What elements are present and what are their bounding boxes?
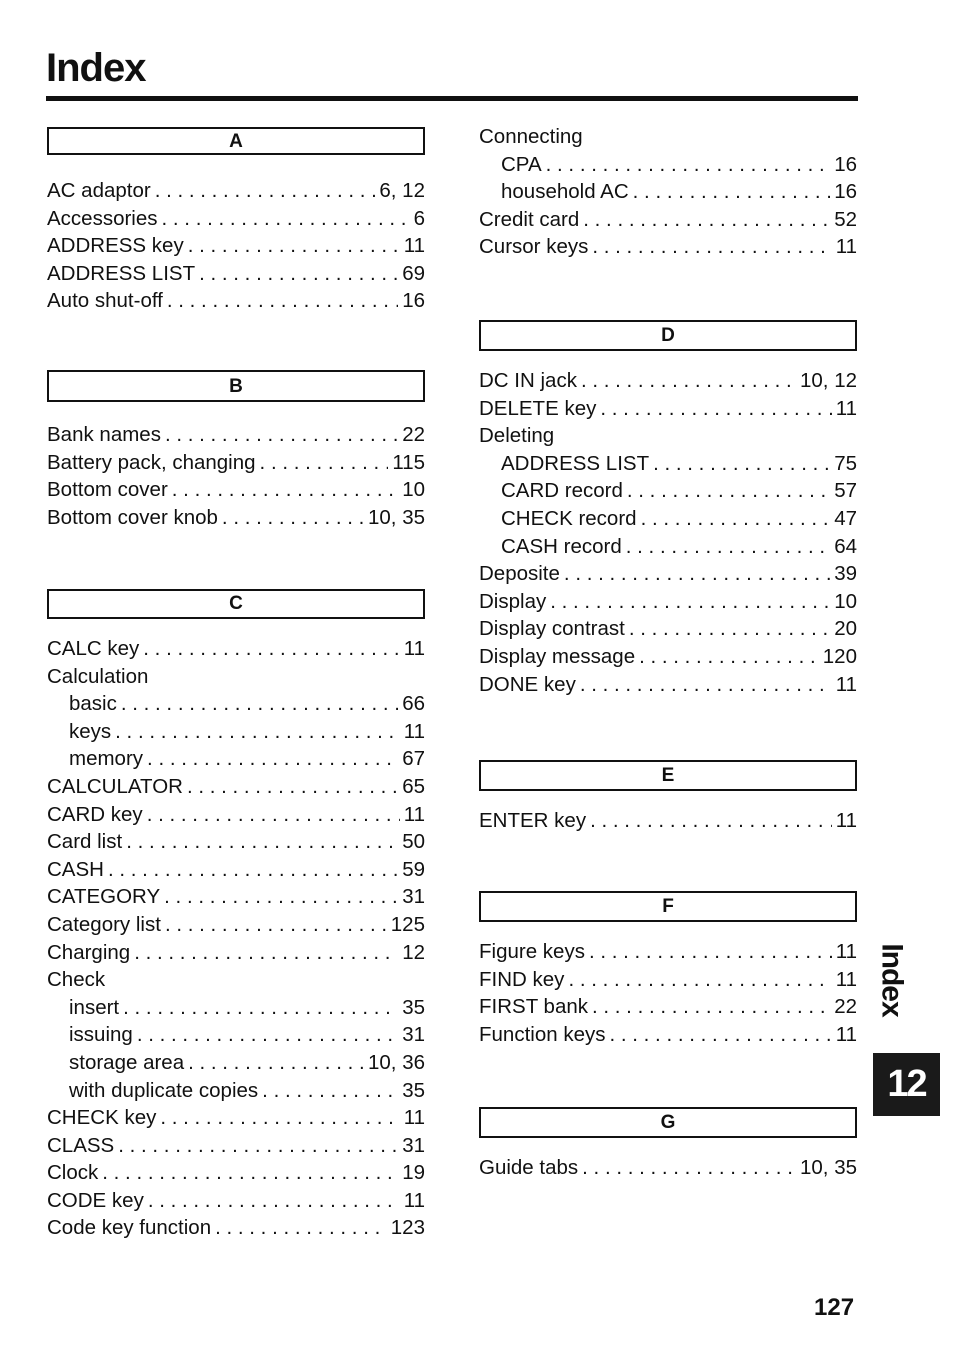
- index-entry: ADDRESS LIST . . . 69: [47, 260, 425, 288]
- title-rule: [46, 96, 858, 101]
- index-entry: Display message . . . 120: [479, 643, 857, 671]
- right-column: [479, 123, 857, 1182]
- index-entry: Auto shut-off . . . 16: [47, 287, 425, 315]
- index-entry: Function keys . . . 11: [479, 1021, 857, 1049]
- section-g-entries: [479, 1154, 857, 1182]
- side-section-label: Index: [876, 943, 910, 1017]
- index-entry: ADDRESS key . . . 11: [47, 232, 425, 260]
- index-entry: CATEGORY . . . 31: [47, 883, 425, 911]
- section-f-entries: [479, 938, 857, 1048]
- index-subentry: CARD record . . . 57: [479, 477, 857, 505]
- section-d: [479, 320, 857, 760]
- index-subentry: household AC . . . 16: [479, 178, 857, 206]
- index-entry: CODE key . . . 11: [47, 1187, 425, 1215]
- index-entry: Bottom cover . . . 10: [47, 476, 425, 504]
- index-entry: AC adaptor . . . 6, 12: [47, 177, 425, 205]
- index-entry: CHECK key . . . 11: [47, 1104, 425, 1132]
- section-e-entries: [479, 807, 857, 835]
- index-entry: Deleting: [479, 424, 555, 448]
- index-entry: CLASS . . . 31: [47, 1132, 425, 1160]
- index-entry: Credit card . . . 52: [479, 206, 857, 234]
- section-b-header: B: [47, 370, 425, 402]
- section-g-header: G: [479, 1107, 857, 1138]
- section-a: [47, 127, 425, 370]
- section-f: [479, 891, 857, 1107]
- section-f-header: F: [479, 891, 857, 922]
- index-subentry: keys . . . 11: [47, 718, 425, 746]
- index-entry: ENTER key . . . 11: [479, 807, 857, 835]
- section-c-header: C: [47, 589, 425, 619]
- section-a-header: A: [47, 127, 425, 155]
- index-entry: DC IN jack . . . 10, 12: [479, 367, 857, 395]
- index-entry: Bottom cover knob . . . 10, 35: [47, 504, 425, 532]
- index-entry: Accessories . . . 6: [47, 205, 425, 233]
- index-entry: CALC key . . . 11: [47, 635, 425, 663]
- section-c-entries: [47, 635, 425, 1242]
- section-g: [479, 1107, 857, 1182]
- section-b-entries: [47, 421, 425, 531]
- index-entry: Card list . . . 50: [47, 828, 425, 856]
- index-entry: CALCULATOR . . . 65: [47, 773, 425, 801]
- c-continued-entries: [479, 123, 857, 261]
- index-subentry: insert . . . 35: [47, 994, 425, 1022]
- chapter-tab: 12: [873, 1053, 940, 1116]
- index-subentry: ADDRESS LIST . . . 75: [479, 450, 857, 478]
- index-entry: Guide tabs . . . 10, 35: [479, 1154, 857, 1182]
- index-subentry: with duplicate copies . . . 35: [47, 1077, 425, 1105]
- page-title: Index: [46, 46, 146, 90]
- section-d-header: D: [479, 320, 857, 351]
- index-entry: DONE key . . . 11: [479, 671, 857, 699]
- index-entry: Code key function . . . 123: [47, 1214, 425, 1242]
- index-entry: Bank names . . . 22: [47, 421, 425, 449]
- index-entry: Category list . . . 125: [47, 911, 425, 939]
- index-entry: Calculation: [47, 664, 149, 688]
- index-subentry: CASH record . . . 64: [479, 533, 857, 561]
- index-subentry: CPA . . . 16: [479, 151, 857, 179]
- left-column: [47, 127, 425, 1242]
- index-subentry: storage area . . . 10, 36: [47, 1049, 425, 1077]
- index-entry: Display . . . 10: [479, 588, 857, 616]
- index-entry: Charging . . . 12: [47, 939, 425, 967]
- section-b: [47, 370, 425, 589]
- index-entry: Battery pack, changing . . . 115: [47, 449, 425, 477]
- index-entry: Figure keys . . . 11: [479, 938, 857, 966]
- index-entry: CASH . . . 59: [47, 856, 425, 884]
- section-a-entries: [47, 177, 425, 315]
- index-entry: Check: [47, 968, 106, 992]
- index-entry: FIND key . . . 11: [479, 966, 857, 994]
- index-entry: CARD key . . . 11: [47, 801, 425, 829]
- index-subentry: CHECK record . . . 47: [479, 505, 857, 533]
- index-subentry: basic . . . 66: [47, 690, 425, 718]
- index-subentry: issuing . . . 31: [47, 1021, 425, 1049]
- page-number: 127: [814, 1294, 855, 1321]
- section-e-header: E: [479, 760, 857, 791]
- index-subentry: memory . . . 67: [47, 745, 425, 773]
- index-entry: Cursor keys . . . 11: [479, 233, 857, 261]
- index-entry: Deposite . . . 39: [479, 560, 857, 588]
- section-d-entries: [479, 367, 857, 698]
- section-e: [479, 760, 857, 891]
- index-entry: FIRST bank . . . 22: [479, 993, 857, 1021]
- index-entry: Display contrast . . . 20: [479, 615, 857, 643]
- index-entry: Connecting: [479, 125, 583, 148]
- index-entry: DELETE key . . . 11: [479, 395, 857, 423]
- index-entry: Clock . . . 19: [47, 1159, 425, 1187]
- section-c: [47, 589, 425, 1242]
